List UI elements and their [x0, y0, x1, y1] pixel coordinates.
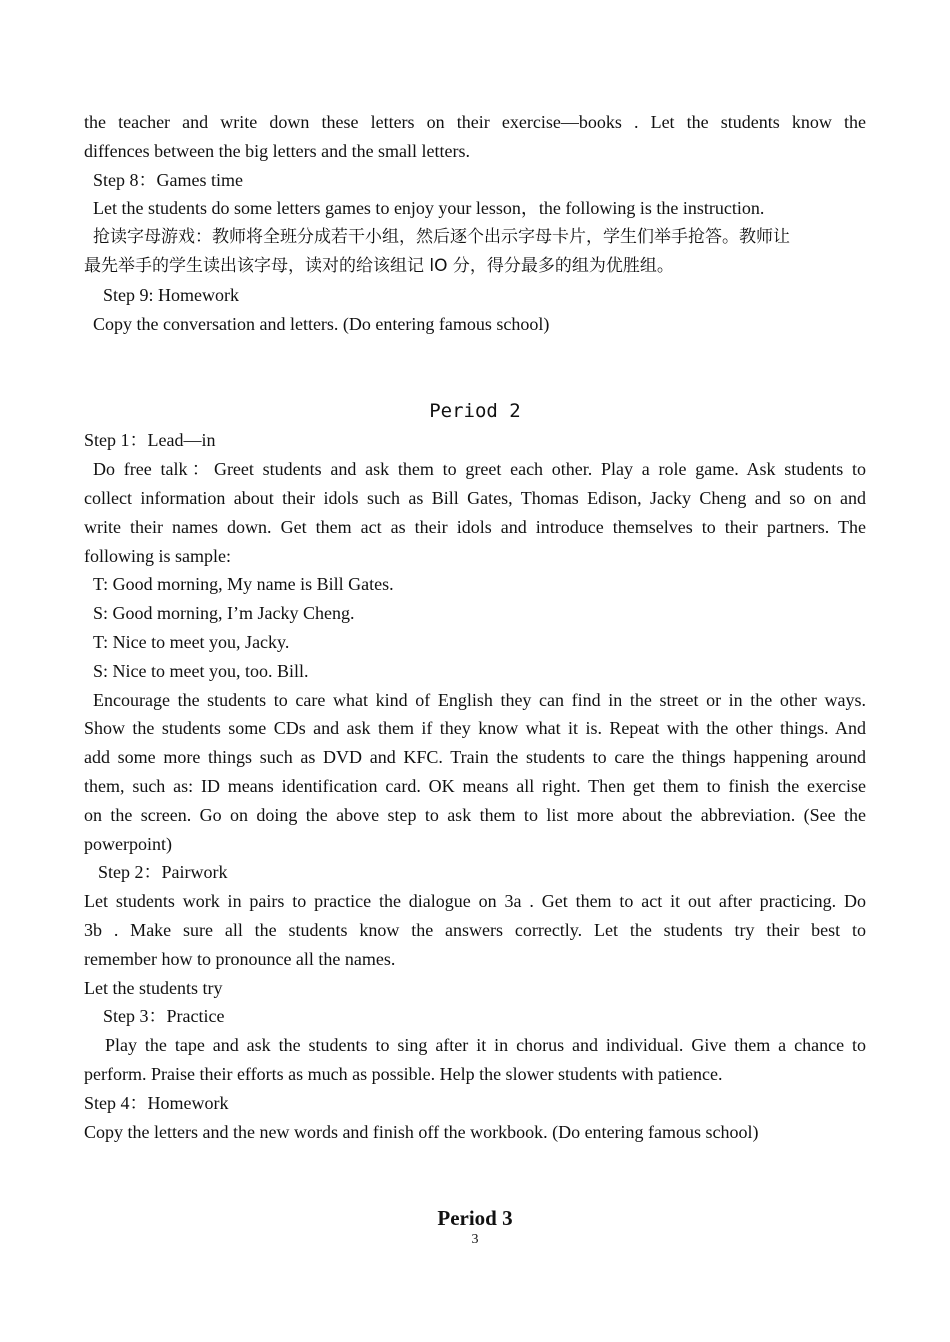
dialogue-line: T: Good morning, My name is Bill Gates. — [93, 574, 394, 595]
document-page — [84, 108, 866, 1233]
page-number: 3 — [471, 1232, 479, 1247]
paragraph-line: diffences between the big letters and the small letters. — [84, 140, 471, 161]
step-heading: Step 8：Games time — [93, 169, 243, 190]
paragraph-line: Let the students do some letters games to enjoy your lesson，the following is the instruction. — [93, 198, 765, 219]
paragraph-line: write their names down. Get them act as their idols and introduce themselves to their partners. The — [84, 516, 866, 537]
paragraph-line: on the screen. Go on doing the above step to ask them to list more about the abbreviation. (See the — [84, 804, 866, 825]
paragraph-line: Play the tape and ask the students to sing after it in chorus and individual. Give them a chance to — [105, 1035, 866, 1056]
paragraph-line: remember how to pronounce all the names. — [84, 948, 396, 969]
chinese-instruction-line: 抢读字母游戏：教师将全班分成若干小组，然后逐个出示字母卡片，学生们举手抢答。教师让 — [93, 227, 790, 248]
paragraph-line: Let students work in pairs to practice the dialogue on 3a . Get them to act it out after practicing. Do — [84, 891, 866, 912]
section-title: Period 2 — [429, 400, 521, 423]
paragraph-line: following is sample: — [84, 545, 231, 566]
step-heading: Step 1：Lead—in — [84, 430, 216, 451]
chinese-instruction-line: 最先举手的学生读出该字母，读对的给该组记 lO 分，得分最多的组为优胜组。 — [84, 255, 674, 276]
paragraph-line: the teacher and write down these letters on their exercise—books . Let the students know the — [84, 112, 866, 132]
paragraph-line: them, such as: ID means identification card. OK means all right. Then get them to finish the exercise — [84, 775, 866, 796]
dialogue-line: S: Nice to meet you, too. Bill. — [93, 660, 309, 681]
step-heading: Step 2：Pairwork — [98, 862, 228, 883]
paragraph-line: add some more things such as DVD and KFC. Train the students to care the things happening around — [84, 747, 866, 768]
step-heading: Step 9: Homework — [103, 284, 239, 305]
paragraph-line: Copy the conversation and letters. (Do entering famous school) — [93, 313, 550, 334]
paragraph-line: 3b . Make sure all the students know the answers correctly. Let the students try their best to — [84, 919, 866, 940]
paragraph-line: Do free talk：Greet students and ask them to greet each other. Play a role game. Ask students to — [93, 459, 866, 480]
section-title: Period 3 — [437, 1206, 513, 1231]
dialogue-line: S: Good morning, I’m Jacky Cheng. — [93, 603, 355, 624]
step-heading: Step 4：Homework — [84, 1092, 229, 1113]
paragraph-line: Show the students some CDs and ask them if they know what it is. Repeat with the other things. And — [84, 718, 866, 739]
dialogue-line: T: Nice to meet you, Jacky. — [93, 631, 290, 652]
paragraph-line: collect information about their idols such as Bill Gates, Thomas Edison, Jacky Cheng and so on and — [84, 487, 866, 508]
paragraph-line: powerpoint) — [84, 833, 172, 854]
paragraph-line: Let the students try — [84, 977, 223, 998]
paragraph-line: Copy the letters and the new words and finish off the workbook. (Do entering famous school) — [84, 1121, 759, 1142]
step-heading: Step 3：Practice — [103, 1006, 225, 1027]
paragraph-line: perform. Praise their efforts as much as possible. Help the slower students with patience. — [84, 1063, 723, 1084]
paragraph-line: Encourage the students to care what kind of English they can find in the street or in the other ways. — [93, 689, 866, 710]
